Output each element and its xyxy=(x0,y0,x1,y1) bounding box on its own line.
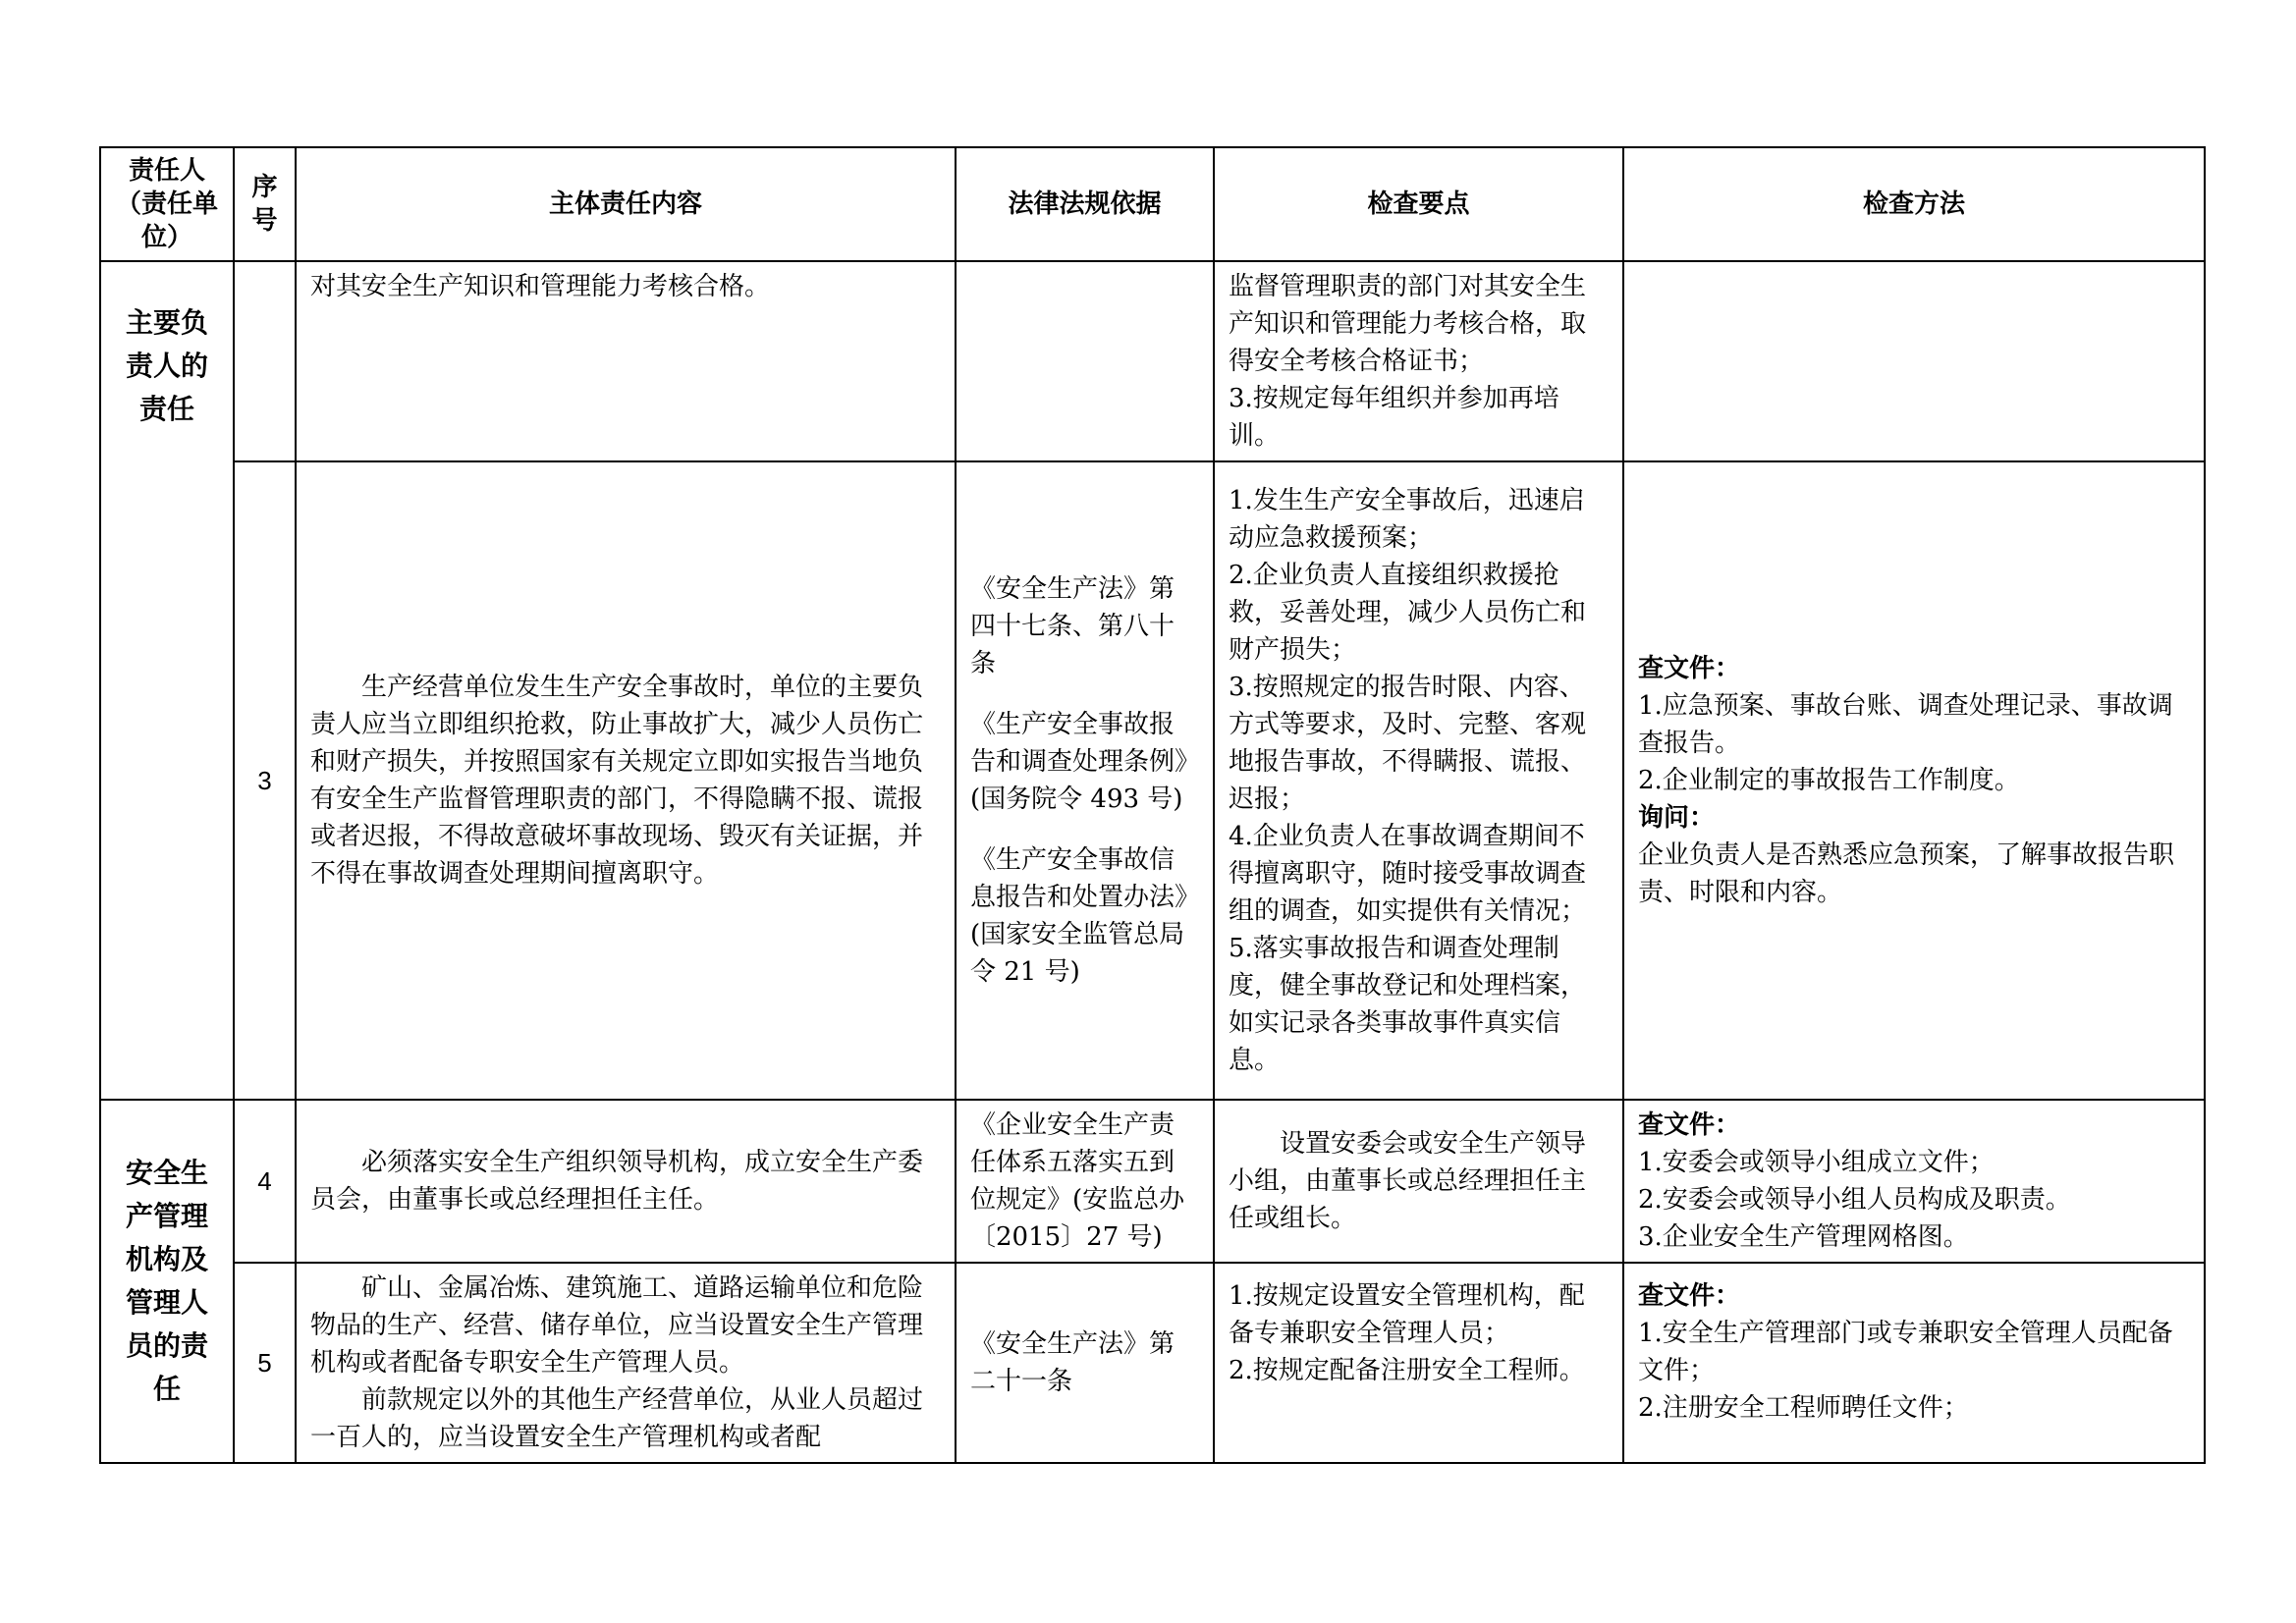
header-content: 主体责任内容 xyxy=(296,147,956,261)
content-cell xyxy=(296,1100,956,1263)
method-cell xyxy=(1623,1263,2205,1463)
point-item: 2.企业负责人直接组织救援抢救，妥善处理，减少人员伤亡和财产损失； xyxy=(1229,561,1587,665)
point-item: 1.发生生产安全事故后，迅速启动应急救援预案； xyxy=(1229,486,1585,553)
content-cell: 对其安全生产知识和管理能力考核合格。 xyxy=(296,261,956,461)
party-cell-safety-org xyxy=(100,1100,234,1463)
header-points: 检查要点 xyxy=(1214,147,1623,261)
table-row xyxy=(100,1263,2205,1463)
basis-cell xyxy=(956,1100,1214,1263)
basis-cell xyxy=(956,1263,1214,1463)
point-item: 3.按规定每年组织并参加再培训。 xyxy=(1229,384,1559,451)
header-seq: 序号 xyxy=(234,147,296,261)
party-cell-main-leader xyxy=(100,261,234,1100)
points-cell xyxy=(1214,1263,1623,1463)
method-item: 2.注册安全工程师聘任文件； xyxy=(1638,1393,1969,1423)
points-cell xyxy=(1214,1100,1623,1263)
method-item: 2.企业制定的事故报告工作制度。 xyxy=(1638,766,2020,795)
method-cell xyxy=(1623,261,2205,461)
party-label: 安全生产管理机构及管理人员的责任 xyxy=(125,1157,208,1405)
method-label: 查文件： xyxy=(1638,1110,1741,1140)
table-row xyxy=(100,461,2205,1100)
point-item: 设置安委会或安全生产领导小组，由董事长或总经理担任主任或组长。 xyxy=(1229,1129,1587,1233)
content-paragraph: 前款规定以外的其他生产经营单位，从业人员超过一百人的，应当设置安全生产管理机构或者配 xyxy=(310,1385,924,1452)
basis-item: 《安全生产法》第二十一条 xyxy=(970,1329,1175,1396)
basis-cell xyxy=(956,261,1214,461)
seq-cell: 3 xyxy=(234,461,296,1100)
point-item: 5.落实事故报告和调查处理制度，健全事故登记和处理档案，如实记录各类事故事件真实信息。 xyxy=(1229,934,1587,1075)
points-cell xyxy=(1214,461,1623,1100)
method-cell xyxy=(1623,1100,2205,1263)
method-label: 查文件： xyxy=(1638,654,1741,683)
method-label: 询问： xyxy=(1638,803,1716,833)
header-basis: 法律法规依据 xyxy=(956,147,1214,261)
method-item: 3.企业安全生产管理网格图。 xyxy=(1638,1222,1969,1252)
seq-cell: 4 xyxy=(234,1100,296,1263)
points-cell xyxy=(1214,261,1623,461)
point-item: 3.按照规定的报告时限、内容、方式等要求，及时、完整、客观地报告事故，不得瞒报、谎报、迟报； xyxy=(1229,673,1587,814)
method-item: 1.应急预案、事故台账、调查处理记录、事故调查报告。 xyxy=(1638,691,2173,758)
basis-item: 《企业安全生产责任体系五落实五到位规定》(安监总办〔2015〕27 号) xyxy=(970,1110,1185,1252)
table-row xyxy=(100,1100,2205,1263)
basis-item: 《生产安全事故报告和调查处理条例》(国务院令 493 号) xyxy=(970,710,1188,814)
method-item: 企业负责人是否熟悉应急预案，了解事故报告职责、时限和内容。 xyxy=(1638,840,2175,907)
content-cell xyxy=(296,1263,956,1463)
point-item: 4.企业负责人在事故调查期间不得擅离职守，随时接受事故调查组的调查，如实提供有关情况； xyxy=(1229,822,1587,926)
responsibility-table xyxy=(99,146,2206,1464)
party-label: 主要负责人的责任 xyxy=(125,306,208,425)
content-paragraph: 生产经营单位发生生产安全事故时，单位的主要负责人应当立即组织抢救，防止事故扩大，减少人员伤亡和财产损失，并按照国家有关规定立即如实报告当地负有安全生产监督管理职责的部门，不得隐瞒不报、谎报或者迟报，不得故意破坏事故现场、毁灭有关证据，并不得在事故调查处理期间擅离职守。 xyxy=(310,673,924,889)
seq-cell xyxy=(234,261,296,461)
method-label: 查文件： xyxy=(1638,1281,1741,1311)
method-item: 1.安全生产管理部门或专兼职安全管理人员配备文件； xyxy=(1638,1319,2173,1385)
method-cell xyxy=(1623,461,2205,1100)
table-header-row xyxy=(100,147,2205,261)
basis-item: 《生产安全事故信息报告和处置办法》(国家安全监管总局令 21 号) xyxy=(970,845,1188,987)
point-item: 监督管理职责的部门对其安全生产知识和管理能力考核合格，取得安全考核合格证书； xyxy=(1229,272,1587,376)
point-item: 1.按规定设置安全管理机构，配备专兼职安全管理人员； xyxy=(1229,1281,1585,1348)
seq-cell: 5 xyxy=(234,1263,296,1463)
content-paragraph: 矿山、金属冶炼、建筑施工、道路运输单位和危险物品的生产、经营、储存单位，应当设置安全生产管理机构或者配备专职安全生产管理人员。 xyxy=(310,1273,924,1378)
method-item: 1.安委会或领导小组成立文件； xyxy=(1638,1148,1995,1177)
content-paragraph: 必须落实安全生产组织领导机构，成立安全生产委员会，由董事长或总经理担任主任。 xyxy=(310,1148,924,1215)
header-party: 责任人（责任单位） xyxy=(100,147,234,261)
method-item: 2.安委会或领导小组人员构成及职责。 xyxy=(1638,1185,2071,1215)
table-row xyxy=(100,261,2205,461)
point-item: 2.按规定配备注册安全工程师。 xyxy=(1229,1356,1585,1385)
basis-cell xyxy=(956,461,1214,1100)
content-cell xyxy=(296,461,956,1100)
basis-item: 《安全生产法》第四十七条、第八十条 xyxy=(970,574,1175,678)
header-method: 检查方法 xyxy=(1623,147,2205,261)
